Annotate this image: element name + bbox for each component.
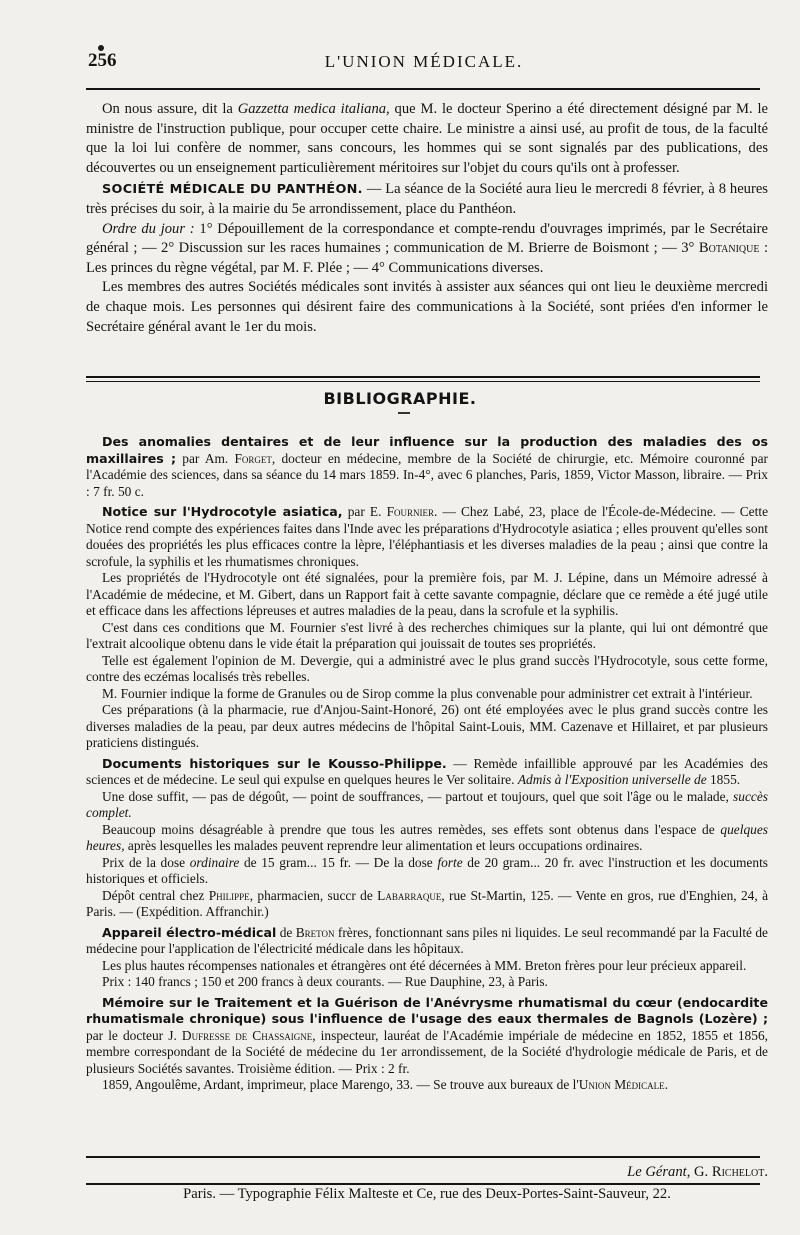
journal-title: L'UNION MÉDICALE. <box>324 52 524 71</box>
entry-title: Mémoire sur le Traitement et la Guérison de l'Anévrysme rhumatismal du cœur (endocardite rhumatismale chronique) sous l'influence de l'usage des eaux thermales de Bagnols (Lozère) ; <box>86 994 768 1026</box>
society-heading: SOCIÉTÉ MÉDICALE DU PANTHÉON. <box>102 182 363 198</box>
pantheon-society-notice: SOCIÉTÉ MÉDICALE DU PANTHÉON. — La séance de la Société aura lieu le mercredi 8 février, à 8 heures très précises du soir, à la mairie du 5e arrondissement, place du Panthéon. <box>86 181 768 217</box>
hydrocotyle-paragraph: C'est dans ces conditions que M. Fournier s'est livré à des recherches chimiques sur la plante, qui lui ont démontré que l'extrait alcoolique obtenu dans le vide était la préparation qui jouissait de toutes ses propriétés. <box>86 619 768 651</box>
kousso-paragraph: Une dose suffit, — pas de dégoût, — point de souffrances, — partout et toujours, quel que soit l'âge ou le malade, succès complet. <box>86 788 768 820</box>
footer-rule-bottom <box>86 1183 760 1185</box>
hydrocotyle-paragraph: Les propriétés de l'Hydrocotyle ont été signalées, pour la première fois, par M. J. Lépine, dans un Mémoire adressé à l'Académie de médecine, et M. Gibert, dans un Rapport fait à cette savante compagnie, déclare que ce remède a été jugé utile et efficace dans les affections lépreuses et autres maladies de la peau, dans la scrofule et la syphilis. <box>86 570 768 618</box>
entry-title: Notice sur l'Hydrocotyle asiatica, <box>102 504 343 519</box>
bibliography-section <box>86 434 768 1094</box>
electro-paragraph: Les plus hautes récompenses nationales et étrangères ont été décernées à MM. Breton frères pour leur précieux appareil. <box>102 957 747 973</box>
biblio-entry-dental: Des anomalies dentaires et de leur influence sur la production des maladies des os maxillaires ; par Am. Forget, docteur en médecine, membre de la Société de chirurgie, etc. Mémoire couronné par l'Académie des sciences, dans sa séance du 14 mars 1859. In-4°, avec 6 planches, Paris, 1859, Victor Masson, libraire. — Prix : 7 fr. 50 c. <box>86 434 768 499</box>
biblio-entry-kousso: Documents historiques sur le Kousso-Philippe. — Remède infaillible approuvé par les Académies des sciences et de médecine. Le seul qui expulse en quelques heures le Ver solitaire. Admis à l'Exposition universelle de 1855. <box>86 755 768 787</box>
biblio-entry-electro: Appareil électro-médical de Breton frères, fonctionnant sans piles ni liquides. Le seul recommandé par la Faculté de médecine pour l'application de l'électricité médicale dans les hôpitaux. <box>86 924 768 956</box>
page-number: 256 <box>88 50 117 71</box>
section-rule-top <box>86 376 760 378</box>
biblio-entry-aneurysm: Mémoire sur le Traitement et la Guérison de l'Anévrysme rhumatismal du cœur (endocardite rhumatismale chronique) sous l'influence de l'usage des eaux thermales de Bagnols (Lozère) ; par le docteur J. Dufresse de Chassaigne, inspecteur, lauréat de l'Académie impériale de médecine en 1852, 1855 et 1856, membre correspondant de la Société de médecine du 1er arrondissement, de la Société d'hydrologie médicale de Paris, et de plusieurs Sociétés savantes. Troisième édition. — Prix : 2 fr. <box>86 994 768 1076</box>
hydrocotyle-paragraph: Telle est également l'opinion de M. Devergie, qui a administré avec le plus grand succès l'Hydrocotyle, sous cette forme, contre des eczémas localisés très rebelles. <box>86 652 768 684</box>
heading-ornament <box>398 412 410 414</box>
entry-title: Des anomalies dentaires et de leur influence sur la production des maladies des os maxillaires ; <box>86 434 768 466</box>
aneurysm-publisher: 1859, Angoulême, Ardant, imprimeur, place Marengo, 33. — Se trouve aux bureaux de l'Union Médicale. <box>102 1077 669 1092</box>
bibliography-heading: BIBLIOGRAPHIE. <box>323 389 477 408</box>
page-header <box>88 50 760 80</box>
entry-title: Documents historiques sur le Kousso-Philippe. <box>102 755 447 771</box>
kousso-paragraph: Beaucoup moins désagréable à prendre que tous les autres remèdes, ses effets sont obtenus dans l'espace de quelques heures, après lesquelles les malades peuvent reprendre leur alimentation et leurs occupations ordinaires. <box>86 821 768 853</box>
footer-rule-top <box>86 1156 760 1158</box>
electro-price: Prix : 140 francs ; 150 et 200 francs à deux courants. — Rue Dauphine, 23, à Paris. <box>102 974 548 989</box>
hydrocotyle-paragraph: M. Fournier indique la forme de Granules ou de Sirop comme la plus convenable pour administrer cet extrait à l'intérieur. <box>102 685 753 701</box>
kousso-price: Prix de la dose ordinaire de 15 gram... 15 fr. — De la dose forte de 20 gram... 20 fr. avec l'instruction et les documents historiques et officiels. <box>86 854 769 886</box>
gerant-signature: Le Gérant, G. Richelot. <box>627 1164 768 1180</box>
news-section <box>86 100 768 337</box>
kousso-depot: Dépôt central chez Philippe, pharmacien, succr de Labarraque, rue St-Martin, 125. — Vente en gros, rue d'Enghien, 24, à Paris. — (Expédition. Affranchir.) <box>86 887 769 919</box>
hydrocotyle-paragraph: Ces préparations (à la pharmacie, rue d'Anjou-Saint-Honoré, 26) ont été employées avec le plus grand succès contre les diverses maladies de la peau, par deux autres médecins de l'hôpital Saint-Louis, MM. Cazenave et Hillairet, et par plusieurs praticiens distingués. <box>86 702 768 750</box>
biblio-entry-hydrocotyle: Notice sur l'Hydrocotyle asiatica, par E. Fournier. — Chez Labé, 23, place de l'École-de-Médecine. — Cette Notice rend compte des expériences faites dans l'Inde avec les préparations d'Hydrocotyle asiatica ; elles prouvent qu'elles sont douées des propriétés les plus efficaces contre la lèpre, l'éléphantiasis et les diverses maladies de la peau ; ainsi que contre la scrofule, la syphilis et les rhumatismes chroniques. <box>86 504 769 569</box>
members-invitation: Les membres des autres Sociétés médicales sont invités à assister aux séances qui ont lieu le deuxième mercredi de chaque mois. Les personnes qui désirent faire des communications à la Société, sont priées d'en informer le Secrétaire général avant le 1er du mois. <box>86 279 768 335</box>
header-rule <box>86 88 760 90</box>
printer-imprint: Paris. — Typographie Félix Malteste et Ce, rue des Deux-Portes-Saint-Sauveur, 22. <box>183 1186 671 1202</box>
section-rule-bottom <box>86 381 760 382</box>
agenda-paragraph: Ordre du jour : 1° Dépouillement de la correspondance et compte-rendu d'ouvrages imprimés, par le Secrétaire général ; — 2° Discussion sur les races humaines ; communication de M. Brierre de Boismont ; — 3° Botanique : Les princes du règne végétal, par M. F. Plée ; — 4° Communications diverses. <box>86 220 768 276</box>
sperino-notice: On nous assure, dit la Gazzetta medica italiana, que M. le docteur Sperino a été directement désigné par M. le ministre de l'instruction publique, pour occuper cette chaire. Le ministre a ainsi usé, au profit de tous, de la faculté que la loi lui confère de nommer, sans concours, les hommes qui se sont signalés par des publications, des découvertes ou un enseignement particulièrement méritoires sur l'objet du cours qu'ils ont à professer. <box>86 101 769 176</box>
entry-title: Appareil électro-médical <box>102 924 277 940</box>
